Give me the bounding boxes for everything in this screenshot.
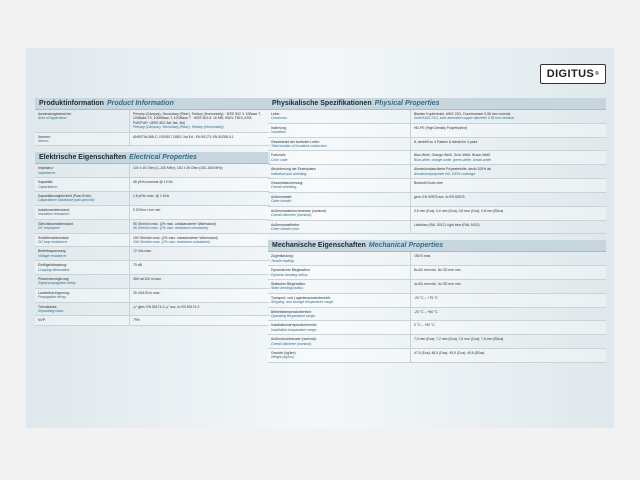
spec-key-en: Shipping- and storage temperature range: — [271, 300, 334, 305]
spec-key — [35, 289, 129, 302]
spec-value-de: 0,5 mm (Eca); 0,6 mm (Dca); 0,8 mm (Cca); 0,8 mm (B2ca) — [413, 208, 504, 213]
spec-key — [268, 207, 410, 220]
spec-value — [129, 289, 270, 302]
spec-key-de: Installationstemperaturbereich: — [271, 323, 318, 328]
spec-key-de: Dynamischer Biegeradius: — [271, 268, 311, 273]
product-information-section — [35, 98, 270, 146]
spec-value-de: Beidruht Drain wire — [413, 181, 443, 186]
spec-value-de: 8x AD mm min. 8x OD mm min. — [413, 268, 462, 273]
spec-value — [129, 192, 270, 205]
spec-row — [268, 266, 606, 280]
spec-key-en: Outer sheath color: — [271, 226, 300, 231]
spec-key-en: Insulation resistance: — [38, 212, 70, 217]
spec-key-en: Conductor: — [271, 116, 288, 121]
section-header: Elektrische Eigenschaften Electrical Properties — [35, 152, 270, 164]
spec-value — [129, 206, 270, 219]
spec-value-en: Blue-white, orange-white, green-white, brown-white — [413, 157, 492, 162]
spec-row — [268, 138, 606, 152]
spec-key — [268, 294, 410, 307]
spec-key-de: Gesamtzahl der isolierten Leiter: — [271, 139, 320, 144]
spec-row — [35, 206, 270, 220]
spec-key-en: Outer sheath: — [271, 199, 292, 204]
spec-value-de: 95 Ohm/km max. (2% max. unbalancierter Widerstand) — [133, 221, 216, 226]
spec-key — [35, 164, 129, 177]
spec-key — [268, 252, 410, 265]
spec-value — [129, 110, 270, 132]
spec-value — [410, 266, 606, 279]
spec-key — [268, 151, 410, 164]
spec-key-en: Capacitance unbalance (pair-ground): — [38, 198, 95, 203]
spec-key — [35, 261, 129, 274]
spec-value — [410, 321, 606, 334]
spec-key-en: Tensile loading: — [271, 258, 295, 263]
datasheet-page — [26, 48, 614, 428]
spec-value-en: Primary (Campus), Secondary (Riser), Tertiary (Horizontally) — [133, 125, 224, 130]
spec-key — [268, 165, 410, 178]
spec-key-de: Betriebstemperaturbereich: — [271, 309, 312, 314]
spec-value-de: ANSI/TIA-568-C; ISO/IEC 11801 3rd Ed.; EN 50173; EN 50288-9-1 — [133, 134, 234, 139]
spec-key-en: Coupling attenuation: — [38, 267, 71, 272]
spec-value-de: 190 Ohm/km max. (2% max. unbalancierter Widerstand) — [133, 235, 218, 240]
spec-value — [129, 178, 270, 191]
mechanical-properties-section — [268, 240, 606, 363]
spec-key-en: Impedance: — [38, 170, 56, 175]
spec-key-de: Außenmantel: — [271, 194, 293, 199]
spec-row — [35, 178, 270, 192]
spec-value — [129, 275, 270, 288]
spec-row — [268, 321, 606, 335]
spec-key — [268, 179, 410, 192]
spec-value — [410, 349, 606, 362]
spec-row — [268, 124, 606, 138]
spec-value — [410, 110, 606, 123]
spec-value — [129, 261, 270, 274]
spec-value-de: 100 ± 15 Ohm (1–100 MHz); 100 ± 25 Ohm (100–600 MHz) — [133, 166, 223, 171]
spec-value-de: 25 nS/100 m max. — [133, 290, 161, 295]
spec-value-de: 450 ns/100 m max. — [133, 276, 162, 281]
spec-key-en: Total number of insulated conductors: — [271, 144, 328, 149]
spec-key-en: Propagation delay: — [38, 295, 67, 300]
spec-key-en: Area of Application: — [38, 116, 68, 121]
spec-value-de: gem. EN 50575 acc. to EN 50575 — [413, 194, 465, 199]
spec-key-en: Overall shielding: — [271, 185, 298, 190]
spec-value — [129, 316, 270, 324]
spec-row — [35, 164, 270, 178]
spec-key-de: Anwendungsbereiche: — [38, 112, 72, 116]
spec-value — [410, 165, 606, 178]
spec-row — [268, 335, 606, 349]
spec-row — [35, 247, 270, 261]
spec-key-de: Kapazitätsungleichheit (Paar-Erde): — [38, 194, 92, 199]
spec-key-de: Einflügeldämpfung: — [38, 263, 68, 268]
spec-value-de: 8, verdrillt zu 4 Paaren & twisted in 4 pairs — [413, 139, 478, 144]
spec-key — [268, 266, 410, 279]
spec-value-en: 190 Ohm/km max. (2% max. resistance unbalance) — [133, 239, 211, 244]
spec-value — [410, 124, 606, 137]
spec-value-de: 5 GOhm x km min. — [133, 207, 162, 212]
spec-row — [268, 151, 606, 165]
spec-key-en: Dynamic bending radius: — [271, 272, 309, 277]
spec-value — [410, 221, 606, 234]
spec-key-de: Trennklasse: — [38, 304, 58, 309]
spec-value-de: 45 pF/m nominal @ 1 KHz — [133, 180, 173, 185]
spec-value — [410, 138, 606, 151]
spec-key-de: Gesamtabschirmung: — [271, 181, 304, 186]
spec-value — [410, 252, 606, 265]
spec-value-de: Lichtblau (RAL 5012) Light blue (RAL 5012) — [413, 222, 480, 227]
spec-value-de: -20 °C – +75 °C — [413, 295, 438, 300]
spec-key-de: Gewicht (kg/km): — [271, 351, 297, 355]
spec-key — [35, 275, 129, 288]
spec-value-de: Blau-Weiß, Orange-Weiß, Grün-Weiß, Braun-Weiß — [413, 153, 491, 158]
spec-value-de: „c“ gem. EN 50174-2 „c“ acc. to EN 50174-2 — [133, 304, 200, 309]
spec-key-en: Installation temperature range: — [271, 327, 317, 332]
spec-key — [268, 308, 410, 321]
spec-value-de: Primary (Campus), Secondary (Riser), Tertiary (Horizontally) · IEEE 802.3: 10Base-T, 100Base-TX, 1000Base-T, 10GBase-T · IEEE 802.5: 16 MB; ISDN; FDDI; ATM; PoE/PoE+ (IEEE 802.3af; 3at; 3bt) — [133, 112, 261, 125]
spec-row — [35, 316, 270, 325]
spec-row — [268, 252, 606, 266]
spec-key-de: Schleifenwiderstand: — [38, 235, 70, 240]
spec-key-en: Overall diameter (nominal): — [271, 341, 312, 346]
spec-key-de: NVP: — [38, 318, 46, 323]
spec-value — [410, 207, 606, 220]
spec-row — [35, 275, 270, 289]
spec-key-de: Zugentlastung: — [271, 254, 294, 259]
spec-value — [129, 220, 270, 233]
digitus-logo: DIGITUS ® — [540, 64, 606, 84]
spec-key-de: Impedanz: — [38, 166, 54, 171]
spec-row — [268, 294, 606, 308]
spec-value-de: -20 °C – +60 °C — [413, 309, 438, 314]
spec-key-de: Außendurchmesser (nominal): — [271, 337, 317, 342]
spec-value — [129, 303, 270, 316]
spec-key-de: Isolationswiderstand: — [38, 207, 70, 212]
spec-key-de: Abschirmung der Einzelpaare: — [271, 167, 317, 172]
spec-value — [129, 234, 270, 247]
spec-key-de: Betriebsspannung: — [38, 249, 67, 254]
spec-value — [410, 179, 606, 192]
spec-key-de: Leiter: — [271, 112, 281, 116]
spec-key — [268, 335, 410, 348]
spec-value — [410, 294, 606, 307]
spec-row — [268, 349, 606, 363]
spec-key-de: Kapazität: — [38, 180, 54, 185]
section-header: Produktinformation Product Information — [35, 98, 270, 110]
spec-row — [35, 110, 270, 133]
spec-row — [35, 261, 270, 275]
spec-key — [35, 206, 129, 219]
spec-key-de: Normen: — [38, 134, 52, 139]
spec-key-en: Overall diameter (nominal): — [271, 213, 312, 218]
spec-key-de: Phasenverzögerung: — [38, 276, 70, 281]
spec-key-en: Signal propagation delay: — [38, 281, 77, 286]
spec-value-de: HD-PE (High Density Polyethylene) — [413, 125, 468, 130]
spec-value — [410, 280, 606, 293]
spec-row — [35, 234, 270, 248]
spec-key-en: Insulation: — [271, 130, 287, 135]
spec-key-en: DC resistance: — [38, 226, 61, 231]
spec-key-de: Laufzeitverzögerung: — [38, 290, 70, 295]
spec-key — [35, 133, 129, 146]
spec-key-de: Außenmantelfarbe: — [271, 222, 300, 227]
spec-key-de: Transport- und Lagertemperaturbereich: — [271, 295, 332, 300]
spec-key — [35, 303, 129, 316]
spec-value-de: Aluminiumkaschierte Polyesterfolie, deckt 100% ab — [413, 167, 491, 172]
spec-key-en: Capacitance: — [38, 184, 58, 189]
spec-key — [268, 349, 410, 362]
spec-value-de: Blanker Kupferdraht, AWG 23/1, Durchmesser 0,56 mm nominal — [413, 112, 511, 116]
section-header: Mechanische Eigenschaften Mechanical Properties — [268, 240, 606, 252]
electrical-properties-section — [35, 152, 270, 325]
spec-row — [35, 303, 270, 317]
spec-value-de: 79% — [133, 318, 140, 323]
spec-value-de: 72 Vdc max. — [133, 249, 152, 254]
left-column — [35, 98, 270, 332]
spec-value-de: 0 °C – +50 °C — [413, 323, 435, 328]
spec-key — [35, 234, 129, 247]
spec-value-en: 95 Ohm/km max. (2% max. resistance unbalance) — [133, 226, 209, 231]
spec-key — [268, 124, 410, 137]
spec-row — [35, 289, 270, 303]
spec-key-en: Individual pair shielding: — [271, 171, 308, 176]
spec-value-en: Solid AWG 23/1, bare annealed copper diameter 0.56 mm nominal — [413, 116, 514, 121]
spec-key — [268, 280, 410, 293]
physical-properties-section — [268, 98, 606, 234]
spec-key — [268, 110, 410, 123]
spec-key — [268, 138, 410, 151]
spec-row — [268, 221, 606, 235]
spec-row — [268, 280, 606, 294]
spec-value-de: 70 dB — [133, 263, 142, 268]
spec-key-en: Operating temperature range: — [271, 313, 316, 318]
spec-value-de: 4x AD mm min. 4x OD mm min. — [413, 281, 462, 286]
spec-key-en: Separating class: — [38, 308, 65, 313]
spec-value — [410, 335, 606, 348]
spec-value — [410, 151, 606, 164]
spec-row — [35, 133, 270, 147]
spec-value — [129, 133, 270, 146]
spec-key — [268, 321, 410, 334]
spec-value-en: Aluminium/polyester foil, 100% coverage — [413, 171, 476, 176]
spec-key-en: Weight (kg/km): — [271, 355, 295, 360]
spec-key-en: Color code: — [271, 157, 289, 162]
spec-key-de: Gleichstromwiderstand: — [38, 221, 74, 226]
spec-key-de: Außenmanteldurchmesser (nominal): — [271, 208, 327, 213]
spec-value-de: 7,0 mm (Eca); 7,2 mm (Dca); 7,6 mm (Cca); 7,6 mm (B2ca) — [413, 337, 504, 342]
spec-key-en: Voltage resistance: — [38, 253, 67, 258]
spec-row — [268, 308, 606, 322]
spec-key-en: DC loop resistance: — [38, 239, 68, 244]
spec-row — [35, 220, 270, 234]
spec-value — [410, 193, 606, 206]
spec-key — [35, 110, 129, 132]
spec-value — [410, 308, 606, 321]
spec-row — [268, 110, 606, 124]
spec-row — [35, 192, 270, 206]
spec-key — [35, 316, 129, 324]
spec-value-de: 150 N max. — [413, 254, 432, 259]
spec-key — [35, 220, 129, 233]
spec-key-de: Statischer Biegeradius: — [271, 281, 306, 286]
spec-key — [35, 192, 129, 205]
spec-key-en: Static bending radius: — [271, 286, 304, 291]
spec-key-de: Isolierung: — [271, 125, 287, 130]
spec-row — [268, 179, 606, 193]
spec-row — [268, 165, 606, 179]
spec-value-de: 47,5 (Eca); 48,5 (Dca); 49,5 (Cca); 49,5 (B2ca) — [413, 351, 485, 355]
spec-key — [268, 221, 410, 234]
spec-key — [268, 193, 410, 206]
spec-value-de: 1,6 pF/m max. @ 1 KHz — [133, 194, 170, 199]
spec-key — [35, 178, 129, 191]
spec-row — [268, 207, 606, 221]
right-column — [268, 98, 606, 369]
spec-value — [129, 247, 270, 260]
spec-row — [268, 193, 606, 207]
spec-value — [129, 164, 270, 177]
section-header: Physikalische Spezifikationen Physical Properties — [268, 98, 606, 110]
spec-key-en: Norms: — [38, 139, 49, 144]
spec-key — [35, 247, 129, 260]
spec-key-de: Farbcode: — [271, 153, 287, 158]
